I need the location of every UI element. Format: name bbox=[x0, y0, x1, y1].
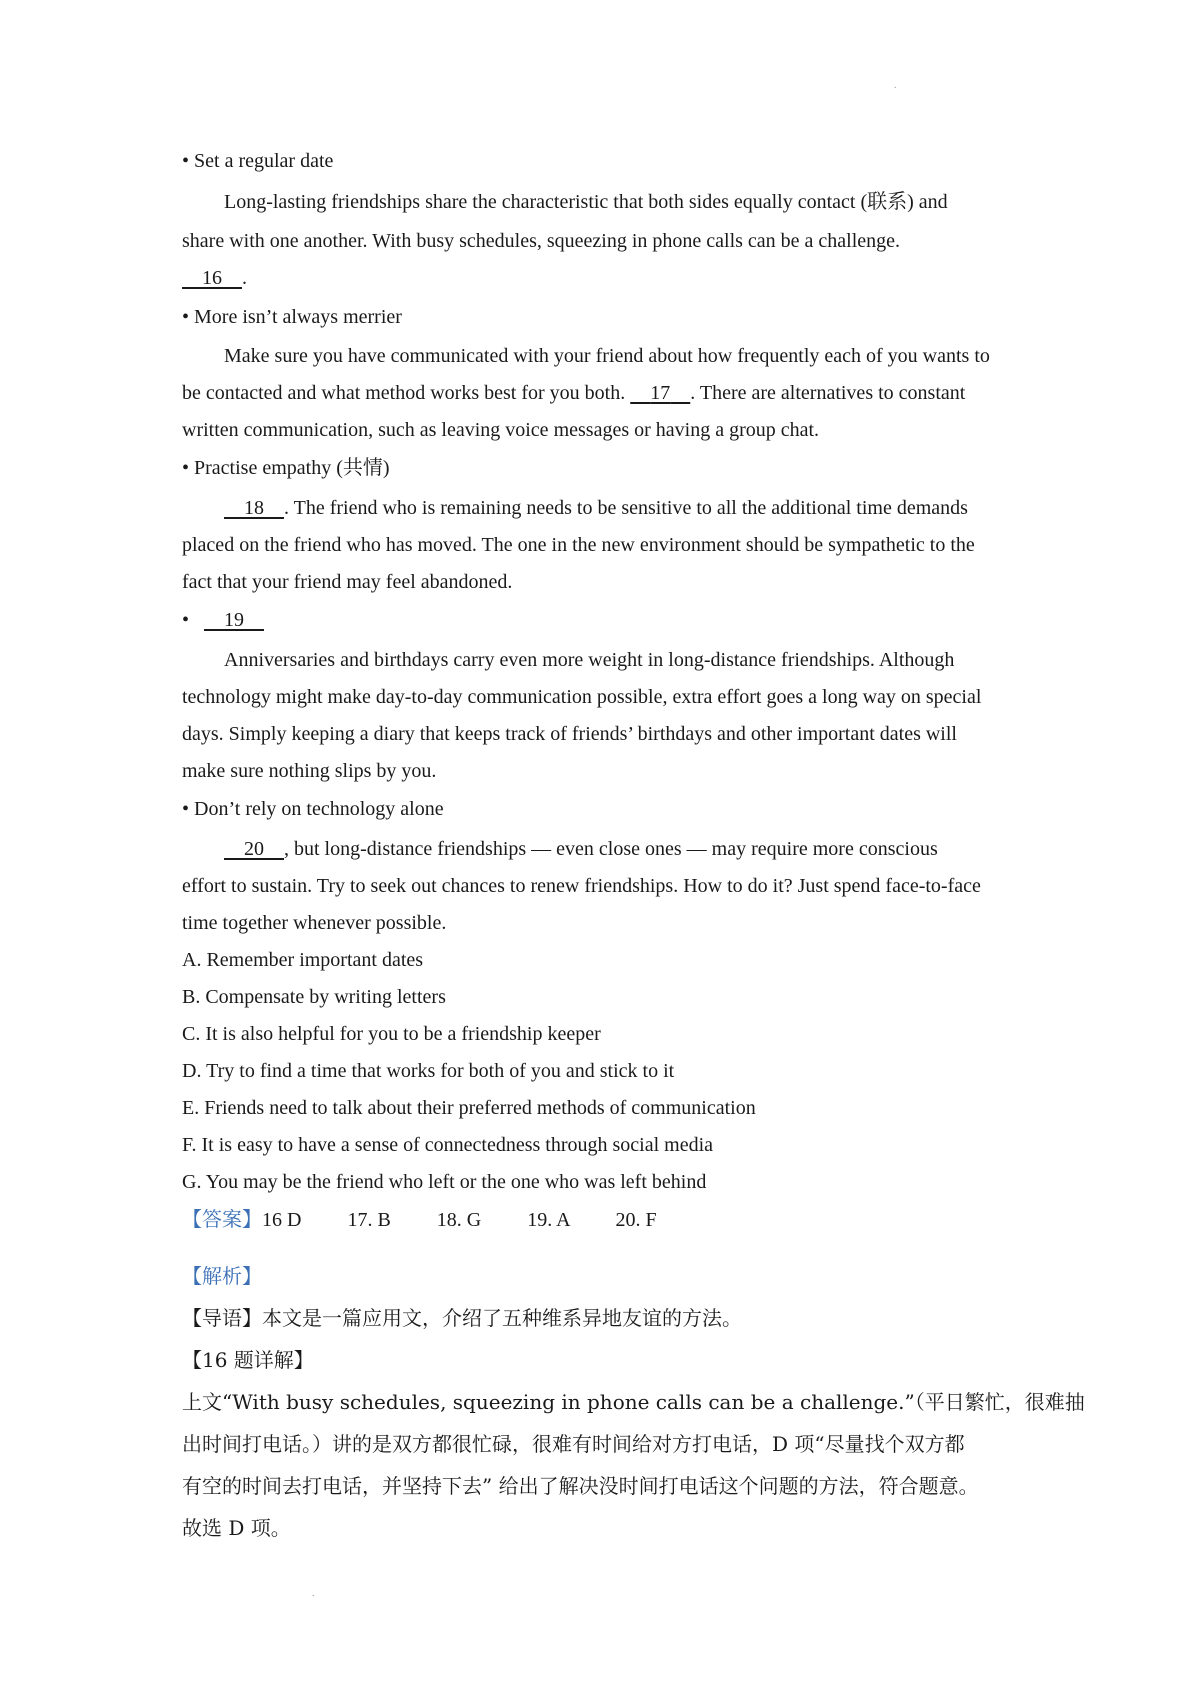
paragraph-line: time together whenever possible. bbox=[182, 912, 447, 934]
answer-item: 18. G bbox=[436, 1209, 482, 1231]
q16-explanation-line: 上文“With busy schedules, squeezing in phone calls can be a challenge.”（平日繁忙，很难抽 bbox=[182, 1390, 1085, 1414]
q16-label: 【16 题详解】 bbox=[182, 1348, 314, 1372]
heading-blank-19 bbox=[182, 607, 264, 633]
answer-item: 20. F bbox=[615, 1209, 657, 1231]
option-g: G. You may be the friend who left or the one who was left behind bbox=[182, 1171, 707, 1193]
option-b: B. Compensate by writing letters bbox=[182, 986, 446, 1008]
paragraph-line: be contacted and what method works best for you both. 17 . There are alternatives to constant bbox=[182, 382, 966, 404]
bullet: • bbox=[182, 457, 190, 479]
paragraph-line: days. Simply keeping a diary that keeps track of friends’ birthdays and other important dates will bbox=[182, 723, 957, 745]
analysis-label: 【解析】 bbox=[182, 1264, 262, 1288]
paragraph-line: technology might make day-to-day communication possible, extra effort goes a long way on special bbox=[182, 686, 982, 708]
blank-19: 19 bbox=[224, 609, 245, 631]
paragraph-line: make sure nothing slips by you. bbox=[182, 760, 437, 782]
paragraph-line: Make sure you have communicated with your friend about how frequently each of you wants to bbox=[224, 345, 990, 367]
option-a: A. Remember important dates bbox=[182, 949, 424, 971]
option-c: C. It is also helpful for you to be a friendship keeper bbox=[182, 1023, 601, 1045]
heading-more-merrier: • More isn’t always merrier bbox=[182, 306, 402, 328]
paragraph-line: fact that your friend may feel abandoned. bbox=[182, 571, 513, 593]
paragraph-line: effort to sustain. Try to seek out chances to renew friendships. How to do it? Just spend face-to-face bbox=[182, 875, 981, 897]
blank-18: 18 bbox=[244, 497, 264, 519]
blank-20: 20 bbox=[244, 838, 264, 860]
blank-16-line: 16 . bbox=[182, 265, 247, 291]
scan-dot: . bbox=[894, 80, 897, 91]
bullet: • bbox=[182, 150, 190, 172]
blank-17: 17 bbox=[650, 382, 671, 404]
heading-set-regular-date: • Set a regular date bbox=[182, 150, 334, 172]
scan-dot: . bbox=[312, 1588, 315, 1599]
answer-item: 17. B bbox=[347, 1209, 391, 1231]
answer-line bbox=[182, 1206, 657, 1233]
answer-item: 19. A bbox=[527, 1209, 570, 1231]
bullet: • bbox=[182, 609, 190, 631]
answer-label: 【答案】 bbox=[182, 1207, 262, 1231]
option-e: E. Friends need to talk about their preferred methods of communication bbox=[182, 1097, 756, 1119]
paragraph-line: share with one another. With busy schedules, squeezing in phone calls can be a challenge. bbox=[182, 230, 901, 252]
bullet: • bbox=[182, 798, 190, 820]
option-f: F. It is easy to have a sense of connectedness through social media bbox=[182, 1134, 714, 1156]
paragraph-line: Anniversaries and birthdays carry even more weight in long-distance friendships. Although bbox=[224, 649, 955, 671]
q16-explanation-line: 故选 D 项。 bbox=[182, 1516, 291, 1540]
paragraph-line: 18 . The friend who is remaining needs to be sensitive to all the additional time demands bbox=[224, 495, 968, 521]
answer-item: 16 D bbox=[262, 1209, 302, 1231]
option-d: D. Try to find a time that works for both of you and stick to it bbox=[182, 1060, 675, 1082]
q16-explanation-line: 出时间打电话。）讲的是双方都很忙碌，很难有时间给对方打电话，D 项“尽量找个双方都 bbox=[182, 1432, 965, 1456]
paragraph-line: written communication, such as leaving voice messages or having a group chat. bbox=[182, 419, 820, 441]
blank-16: 16 bbox=[202, 267, 222, 289]
q16-explanation-line: 有空的时间去打电话，并坚持下去” 给出了解决没时间打电话这个问题的方法，符合题意。 bbox=[182, 1474, 979, 1498]
paragraph-line: Long-lasting friendships share the characteristic that both sides equally contact (联系) and bbox=[224, 191, 948, 213]
guide-text: 【导语】本文是一篇应用文，介绍了五种维系异地友谊的方法。 bbox=[182, 1306, 742, 1330]
heading-dont-rely: • Don’t rely on technology alone bbox=[182, 798, 444, 820]
paragraph-line: placed on the friend who has moved. The one in the new environment should be sympathetic to the bbox=[182, 534, 975, 556]
paragraph-line: 20 , but long-distance friendships — even close ones — may require more conscious bbox=[224, 836, 938, 862]
heading-practise-empathy: • Practise empathy (共情) bbox=[182, 457, 390, 479]
bullet: • bbox=[182, 306, 190, 328]
